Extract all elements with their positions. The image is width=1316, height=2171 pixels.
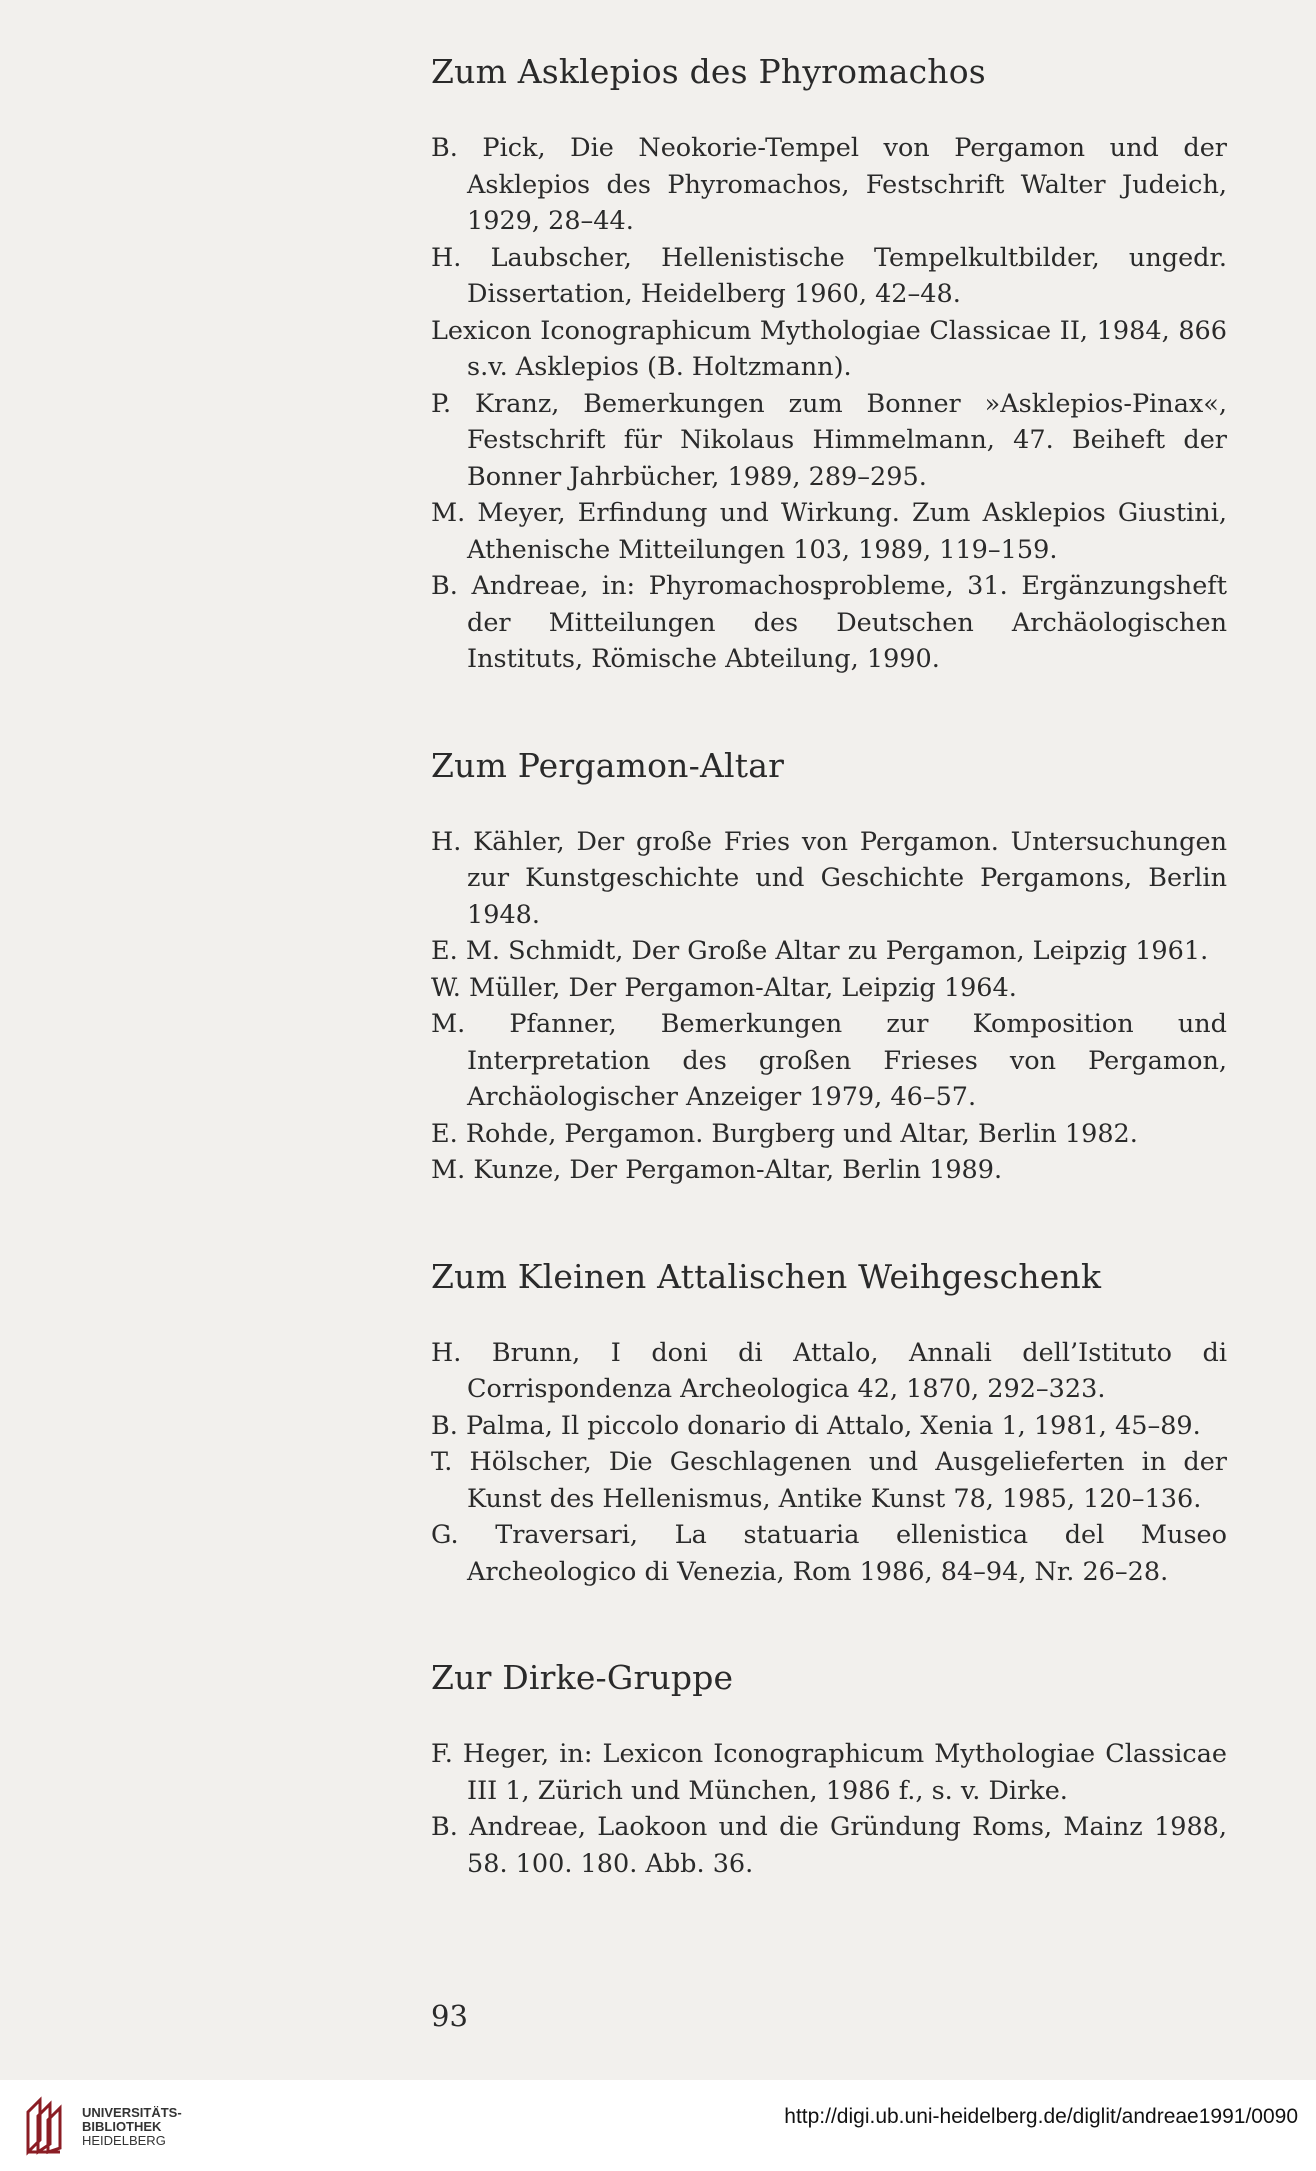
reference-item: F. Heger, in: Lexicon Iconographicum Mythologiae Classicae III 1, Zürich und München, 1986 f., s. v. Dirke. bbox=[431, 1739, 1227, 1806]
reference-item: T. Hölscher, Die Geschlagenen und Ausgelieferten in der Kunst des Hellenismus, Antike Kunst 78, 1985, 120–136. bbox=[431, 1447, 1227, 1514]
page-number: 93 bbox=[431, 1999, 468, 2033]
reference-item: M. Pfanner, Bemerkungen zur Komposition und Interpretation des großen Frieses von Pergamon, Archäologischer Anzeiger 1979, 46–57. bbox=[431, 1009, 1227, 1112]
source-url[interactable]: http://digi.ub.uni-heidelberg.de/diglit/andreae1991/0090 bbox=[784, 2105, 1298, 2128]
footer-bar bbox=[0, 2080, 1316, 2171]
reference-item: H. Kähler, Der große Fries von Pergamon. Untersuchungen zur Kunstgeschichte und Geschichte Pergamons, Berlin 1948. bbox=[431, 826, 1227, 930]
section-dirke-group bbox=[431, 1654, 1227, 1882]
logo-line: HEIDELBERG bbox=[82, 2133, 166, 2148]
reference-list bbox=[431, 1736, 1227, 1882]
section-heading: Zur Dirke-Gruppe bbox=[431, 1658, 734, 1697]
library-logo-text bbox=[82, 2106, 182, 2148]
reference-item: H. Brunn, I doni di Attalo, Annali dell’Istituto di Corrispondenza Archeologica 42, 1870, 292–323. bbox=[431, 1337, 1227, 1404]
reference-item: M. Meyer, Erfindung und Wirkung. Zum Asklepios Giustini, Athenische Mitteilungen 103, 1989, 119–159. bbox=[431, 498, 1227, 565]
reference-list bbox=[431, 1335, 1227, 1591]
reference-item: B. Andreae, Laokoon und die Gründung Roms, Mainz 1988, 58. 100. 180. Abb. 36. bbox=[431, 1812, 1227, 1879]
reference-item: B. Palma, Il piccolo donario di Attalo, Xenia 1, 1981, 45–89. bbox=[431, 1410, 1201, 1441]
section-heading: Zum Kleinen Attalischen Weihgeschenk bbox=[431, 1256, 1102, 1296]
section-heading: Zum Pergamon-Altar bbox=[431, 745, 785, 785]
reference-list bbox=[431, 130, 1227, 678]
reference-item: M. Kunze, Der Pergamon-Altar, Berlin 1989. bbox=[431, 1155, 1003, 1185]
reference-item: E. M. Schmidt, Der Große Altar zu Pergamon, Leipzig 1961. bbox=[431, 936, 1209, 966]
section-attalid-dedication bbox=[431, 1253, 1227, 1591]
reference-item: G. Traversari, La statuaria ellenistica del Museo Archeologico di Venezia, Rom 1986, 84–94, Nr. 26–28. bbox=[431, 1520, 1227, 1587]
section-pergamon-altar bbox=[431, 742, 1227, 1189]
reference-item: H. Laubscher, Hellenistische Tempelkultbilder, ungedr. Dissertation, Heidelberg 1960, 42–48. bbox=[431, 242, 1227, 309]
library-logo-icon bbox=[20, 2092, 80, 2158]
section-asklepios bbox=[431, 48, 1227, 678]
logo-line: UNIVERSITÄTS- bbox=[82, 2105, 182, 2120]
reference-item: B. Andreae, in: Phyromachosprobleme, 31. Ergänzungsheft der Mitteilungen des Deutschen Archäologischen Instituts, Römische Abteilung, 1990. bbox=[431, 571, 1227, 674]
library-logo[interactable] bbox=[20, 2086, 190, 2166]
section-heading: Zum Asklepios des Phyromachos bbox=[431, 52, 986, 91]
reference-item: W. Müller, Der Pergamon-Altar, Leipzig 1964. bbox=[431, 972, 1017, 1003]
logo-line: BIBLIOTHEK bbox=[82, 2119, 162, 2134]
reference-item: E. Rohde, Pergamon. Burgberg und Altar, Berlin 1982. bbox=[431, 1118, 1138, 1149]
reference-item: B. Pick, Die Neokorie-Tempel von Pergamon und der Asklepios des Phyromachos, Festschrift Walter Judeich, 1929, 28–44. bbox=[431, 133, 1227, 236]
reference-list bbox=[431, 824, 1227, 1189]
bibliography bbox=[431, 48, 1227, 1946]
reference-item: Lexicon Iconographicum Mythologiae Classicae II, 1984, 866 s.v. Asklepios (B. Holtzmann). bbox=[431, 315, 1227, 382]
reference-item: P. Kranz, Bemerkungen zum Bonner »Asklepios-Pinax«, Festschrift für Nikolaus Himmelmann, 47. Beiheft der Bonner Jahrbücher, 1989, 289–295. bbox=[431, 388, 1227, 492]
